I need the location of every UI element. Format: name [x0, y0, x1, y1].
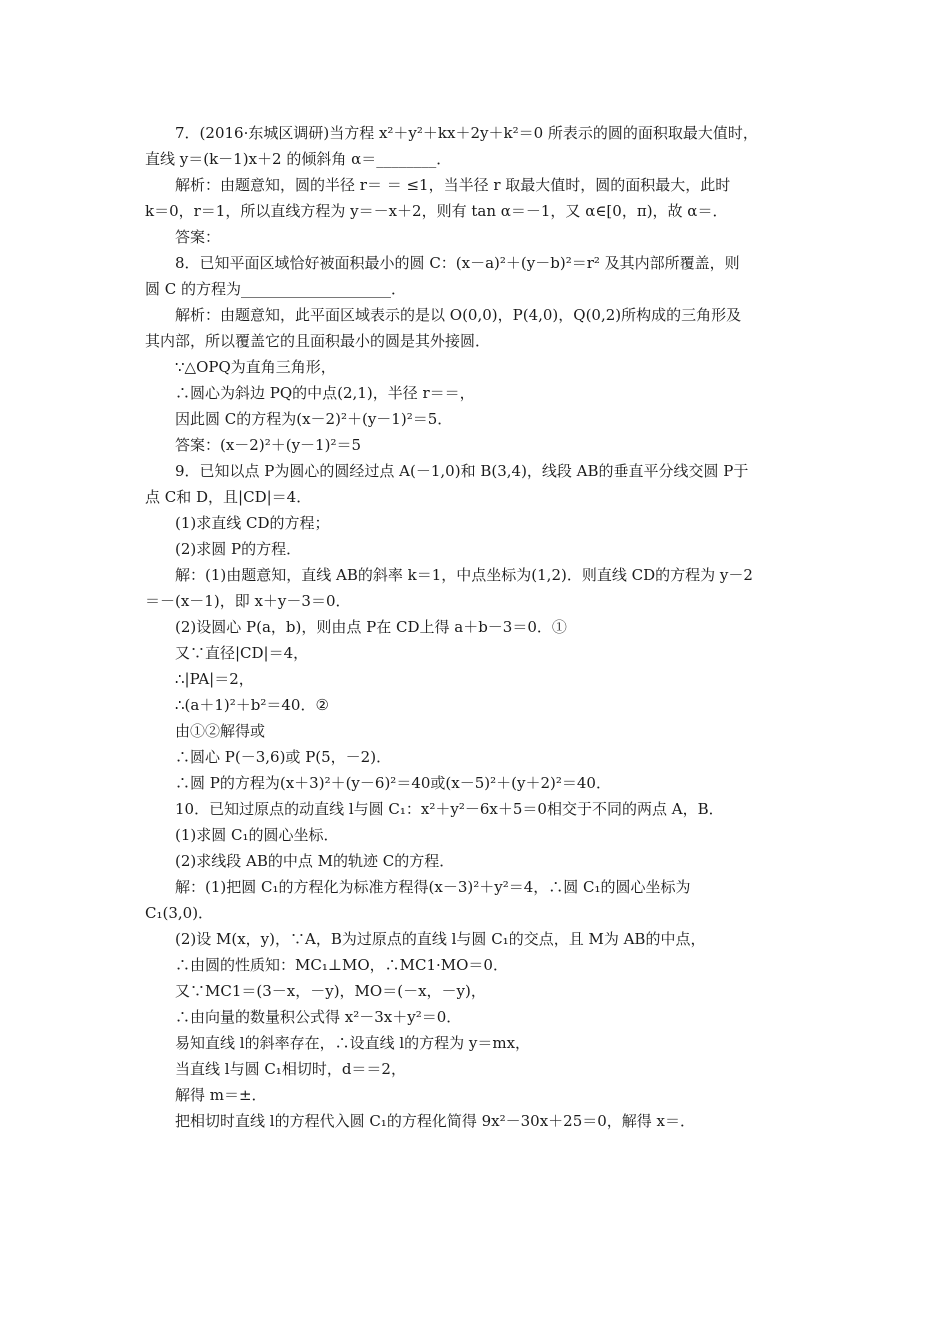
document-body	[145, 120, 815, 1134]
text-line: (1)求圆 C₁的圆心坐标．	[175, 826, 339, 844]
text-line: ＝－(x－1)，即 x＋y－3＝0．	[145, 592, 351, 610]
text-line: ∵△OPQ为直角三角形，	[175, 358, 336, 376]
text-line: (2)求圆 P的方程．	[175, 540, 302, 558]
text-line: (1)求直线 CD的方程；	[175, 514, 330, 532]
text-line: 解析：由题意知，此平面区域表示的是以 O(0,0)，P(4,0)，Q(0,2)所构成的三角形及	[175, 306, 742, 324]
text-line: ∴圆 P的方程为(x＋3)²＋(y－6)²＝40或(x－5)²＋(y＋2)²＝40．	[175, 774, 611, 792]
text-line: 又∵MC1＝(3－x，－y)，MO＝(－x，－y)，	[175, 982, 486, 1000]
text-line: 解得 m＝±．	[175, 1086, 267, 1104]
text-line: 点 C和 D，且|CD|＝4．	[145, 488, 312, 506]
text-line: (2)求线段 AB的中点 M的轨迹 C的方程．	[175, 852, 455, 870]
text-line: ∴圆心 P(－3,6)或 P(5，－2)．	[175, 748, 392, 766]
text-line: 9．已知以点 P为圆心的圆经过点 A(－1,0)和 B(3,4)，线段 AB的垂直平分线交圆 P于	[175, 462, 749, 480]
text-line: 10．已知过原点的动直线 l与圆 C₁：x²＋y²－6x＋5＝0相交于不同的两点 A，B．	[175, 800, 724, 818]
text-line: 易知直线 l的斜率存在，∴设直线 l的方程为 y＝mx，	[175, 1034, 531, 1052]
text-line: ∴由圆的性质知：MC₁⊥MO，∴MC1·MO＝0．	[175, 956, 508, 974]
text-line: ∴|PA|＝2，	[175, 670, 254, 688]
text-line: 解：(1)由题意知，直线 AB的斜率 k＝1，中点坐标为(1,2)．则直线 CD的方程为 y－2	[175, 566, 753, 584]
text-line: 由①②解得或	[175, 722, 266, 740]
text-line: 直线 y＝(k－1)x＋2 的倾斜角 α＝________．	[145, 150, 452, 168]
text-line: (2)设 M(x，y)，∵A，B为过原点的直线 l与圆 C₁的交点，且 M为 AB的中点，	[175, 930, 706, 948]
text-line: C₁(3,0)．	[145, 904, 214, 922]
text-line: 答案：	[175, 228, 221, 246]
text-line: ∴圆心为斜边 PQ的中点(2,1)，半径 r＝＝，	[175, 384, 475, 402]
text-line: (2)设圆心 P(a，b)，则由点 P在 CD上得 a＋b－3＝0．①	[175, 618, 567, 636]
text-line: 当直线 l与圆 C₁相切时，d＝＝2，	[175, 1060, 406, 1078]
text-line: 把相切时直线 l的方程代入圆 C₁的方程化简得 9x²－30x＋25＝0，解得 x＝．	[175, 1112, 696, 1130]
text-line: 解：(1)把圆 C₁的方程化为标准方程得(x－3)²＋y²＝4，∴圆 C₁的圆心坐标为	[175, 878, 691, 896]
text-line: 其内部，所以覆盖它的且面积最小的圆是其外接圆．	[145, 332, 491, 350]
text-line: 又∵直径|CD|＝4，	[175, 644, 309, 662]
text-line: ∴(a＋1)²＋b²＝40．②	[175, 696, 329, 714]
text-line: 8．已知平面区域恰好被面积最小的圆 C：(x－a)²＋(y－b)²＝r² 及其内部所覆盖，则	[175, 254, 740, 272]
text-line: 答案：(x－2)²＋(y－1)²＝5	[175, 436, 361, 454]
text-line: 7．(2016·东城区调研)当方程 x²＋y²＋kx＋2y＋k²＝0 所表示的圆的面积取最大值时，	[175, 124, 758, 142]
text-line: 解析：由题意知，圆的半径 r＝ ＝ ≤1，当半径 r 取最大值时，圆的面积最大，此时	[175, 176, 731, 194]
text-line: 圆 C 的方程为____________________．	[145, 280, 407, 298]
text-line: 因此圆 C的方程为(x－2)²＋(y－1)²＝5．	[175, 410, 453, 428]
text-line: k＝0，r＝1，所以直线方程为 y＝－x＋2，则有 tan α＝－1，又 α∈[0，π)，故 α＝．	[145, 202, 728, 220]
text-line: ∴由向量的数量积公式得 x²－3x＋y²＝0．	[175, 1008, 462, 1026]
